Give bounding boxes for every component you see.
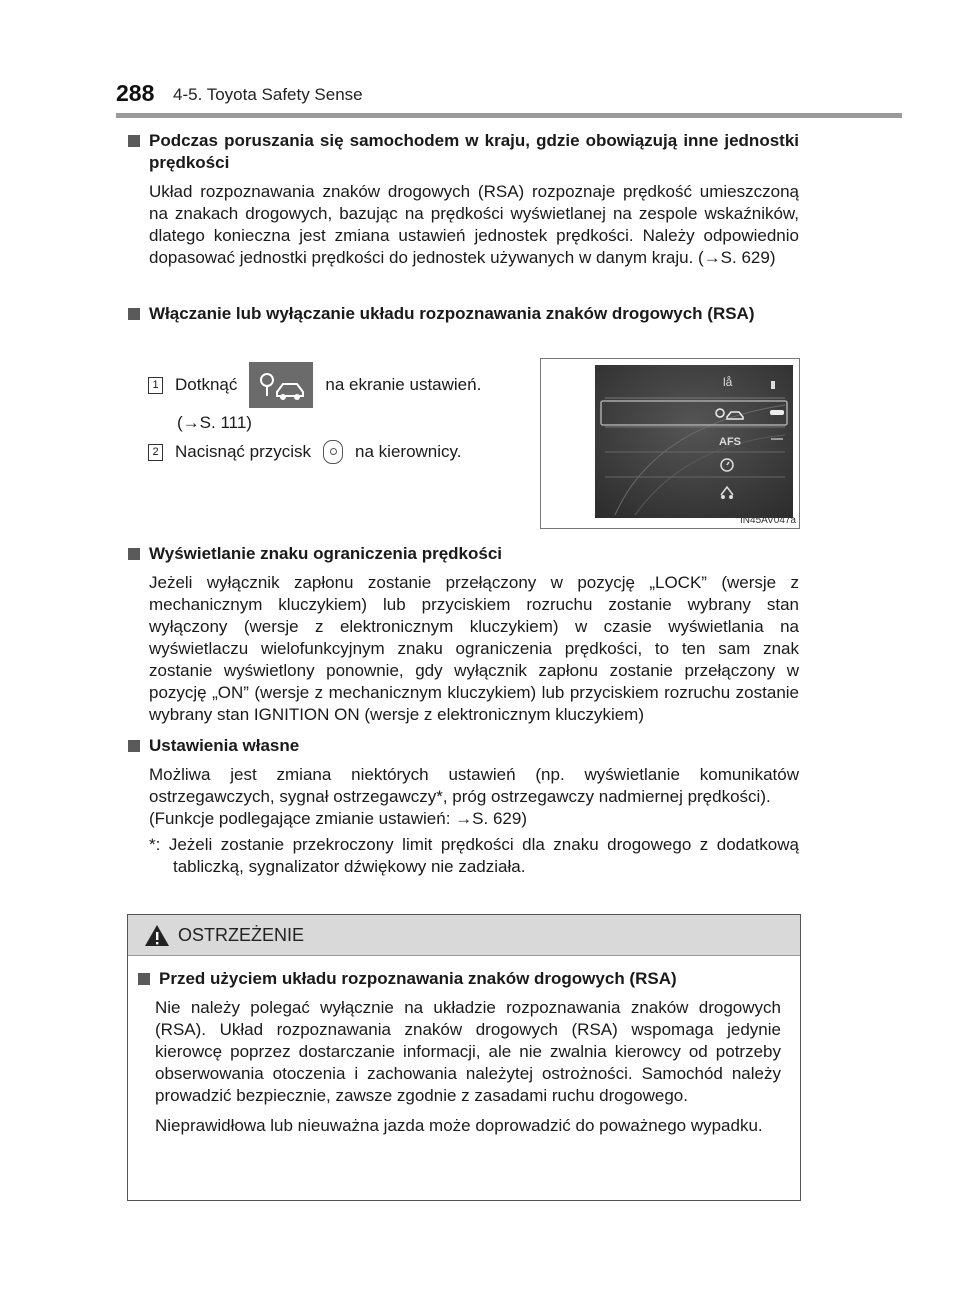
bullet-square-icon: [128, 548, 140, 560]
section-heading: Wyświetlanie znaku ograniczenia prędkości: [149, 544, 503, 563]
footnote: *: Jeżeli zostanie przekroczony limit prędkości dla znaku drogowego z dodatkową tabliczką, sygnalizator dźwiękowy nie zadziała.: [149, 835, 799, 876]
section-body: Jeżeli wyłącznik zapłonu zostanie przełączony w pozycję „LOCK” (wersje z mechanicznym kluczykiem) lub przyciskiem rozruchu zostanie wybrany stan wyłączony (wersje z elektronicznym kluczykiem) w czasie wyświetlania na wyświetlaczu wielofunkcyjnym znaku ograniczenia prędkości, to ten sam znak zostanie wyświetlony ponownie, gdy wyłącznik zapłonu zostanie przełączony w pozycję „ON” (wersje z mechanicznym kluczykiem) lub przyciskiem rozruchu zostanie wybrany stan IGNITION ON (wersje z elektronicznym kluczykiem): [149, 573, 799, 724]
section-title: 4-5. Toyota Safety Sense: [173, 85, 363, 104]
warning-paragraph-1: Nie należy polegać wyłącznie na układzie rozpoznawania znaków drogowych (RSA). Układ rozpoznawania znaków drogowych (RSA) wspomaga jedynie kierowcę poprzez dostarczanie informacji, ale nie zwalnia kierowcy od potrzeby obserwowania otoczenia i zachowania należytej ostrożności. Samochód należy prowadzić bezpiecznie, zawsze zgodnie z zasadami ruchu drogowego.: [155, 998, 781, 1105]
settings-screen-figure: [540, 358, 800, 529]
rsa-toggle-icon: [249, 362, 313, 408]
warning-header: [128, 915, 800, 956]
warning-title: OSTRZEŻENIE: [178, 924, 305, 945]
warning-paragraph-2: Nieprawidłowa lub nieuważna jazda może doprowadzić do poważnego wypadku.: [155, 1116, 763, 1135]
step-1: [148, 362, 481, 408]
page-number: 288: [116, 80, 155, 106]
steering-button-icon: [323, 440, 343, 464]
header-rule: [116, 113, 902, 118]
step-number: 1: [148, 377, 163, 394]
section-heading: Podczas poruszania się samochodem w kraju, gdzie obowiązują inne jednostki prędkości: [149, 131, 799, 172]
section-units: [128, 130, 799, 269]
step-text-after: na kierownicy.: [355, 442, 462, 461]
step-text-after: na ekranie ustawień.: [325, 375, 482, 394]
section-body: Możliwa jest zmiana niektórych ustawień (np. wyświetlanie komunikatów ostrzegawczych, sygnał ostrzegawczy*, próg ostrzegawczy nadmiernej prędkości).: [149, 765, 799, 806]
section-heading: Ustawienia własne: [149, 736, 300, 755]
bullet-square-icon: [138, 973, 150, 985]
warning-heading: Przed użyciem układu rozpoznawania znaków drogowych (RSA): [159, 969, 677, 988]
step-2: [148, 440, 462, 464]
section-custom-settings: [128, 735, 799, 878]
step-1-reference: (→S. 111): [177, 413, 252, 432]
warning-body: [138, 968, 781, 1137]
settings-screen: [595, 365, 793, 518]
bullet-square-icon: [128, 308, 140, 320]
warning-box: [127, 914, 801, 1201]
section-heading: Włączanie lub wyłączanie układu rozpoznawania znaków drogowych (RSA): [149, 304, 755, 323]
warning-triangle-icon: [144, 924, 170, 947]
figure-code: IN45AV047a: [740, 515, 796, 526]
step-number: 2: [148, 444, 163, 461]
section-body-reference: (Funkcje podlegające zmianie ustawień: →S. 629): [149, 809, 527, 828]
bullet-square-icon: [128, 740, 140, 752]
bullet-square-icon: [128, 135, 140, 147]
step-text-before: Dotknąć: [175, 375, 238, 394]
menu-label-afs: AFS: [719, 436, 741, 448]
step-text-before: Nacisnąć przycisk: [175, 442, 312, 461]
svg-text:lå: lå: [723, 375, 733, 389]
section-body: Układ rozpoznawania znaków drogowych (RSA) rozpoznaje prędkość umieszczoną na znakach drogowych, bazując na prędkości wyświetlanej na zespole wskaźników, dlatego konieczna jest zmiana ustawień jednostek prędkości. Należy odpowiednio dopasować jednostki prędkości do jednostek używanych w danym kraju. (→S. 629): [149, 182, 799, 267]
section-speed-limit-display: [128, 543, 799, 726]
section-toggle: [128, 303, 799, 325]
